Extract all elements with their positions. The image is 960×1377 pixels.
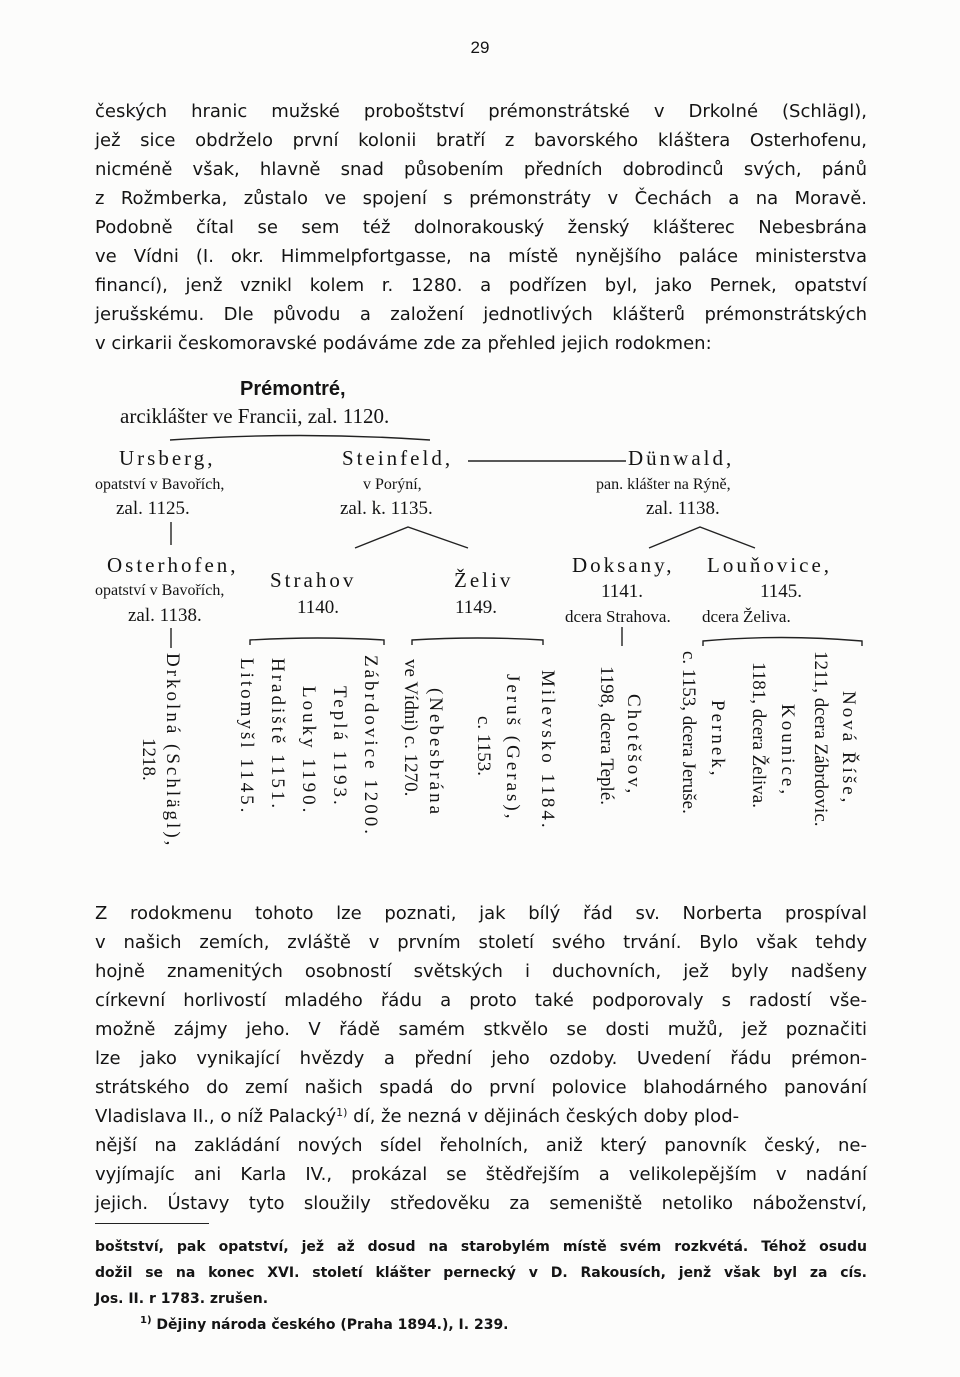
steinfeld-description: v Porýní,	[363, 476, 422, 493]
footnote-line: boštství, pak opatství, jež až dosud na starobylém místě svém rozkvétá. Téhož osudu	[95, 1239, 867, 1255]
vertical-label: c. 1153.	[473, 716, 494, 776]
dunwald-description: pan. klášter na Rýně,	[596, 476, 731, 493]
vertical-label: Kounice,	[777, 704, 798, 798]
text-fragment: dí, že nezná v dějinách českých doby plod-	[353, 1106, 740, 1127]
footnote-line: Jos. II. r 1783. zrušen.	[95, 1291, 269, 1307]
text-line: možně zájmy jeho. V řádě samém stkvělo se dosti mužů, jež poznačiti	[95, 1019, 867, 1040]
footnote-line: dožil se na konec XVI. století klášter pernecký v D. Rakousích, jenž však byl za cís.	[95, 1265, 867, 1281]
vertical-label: Chotěšov,	[623, 694, 644, 797]
osterhofen-date: zal. 1138.	[128, 605, 202, 626]
text-line: v našich zemích, zvláště v prvním století svého trvání. Bylo však tehdy	[95, 932, 867, 953]
text-line: strátského do zemí našich spadá do první polovice blahodárného panování	[95, 1077, 867, 1098]
text-line: jerušskému. Dle původu a založení jednotlivých klášterů prémonstrátských	[95, 304, 867, 325]
footnote-line	[140, 1314, 840, 1337]
osterhofen-description: opatství v Bavořích,	[95, 582, 225, 599]
root-name: Prémontré,	[240, 378, 346, 400]
text-line	[95, 1102, 867, 1132]
lounovice-date: 1145.	[760, 581, 803, 602]
text-line: lze jako vynikající hvězdy a přední jeho ozdoby. Uvedení řádu prémon-	[95, 1048, 867, 1069]
steinfeld-name: Steinfeld,	[342, 446, 454, 470]
doksany-description: dcera Strahova.	[565, 607, 671, 626]
vertical-label: Litomyšl 1145.	[236, 658, 257, 816]
page-number: 29	[470, 38, 490, 57]
footnote-marker: 1)	[140, 1315, 152, 1326]
vertical-label: Louky 1190.	[298, 686, 319, 816]
ursberg-name: Ursberg,	[119, 446, 216, 470]
text-line: ve Vídni (I. okr. Himmelpfortgasse, na místě nynějšího paláce ministerstva	[95, 246, 867, 267]
text-line: jejich. Ústavy tyto sloužily středověku za semeniště netoliko náboženství,	[95, 1193, 867, 1214]
text-line: českých hranic mužské proboštství prémonstrátské v Drkolné (Schlägl),	[95, 101, 867, 122]
vertical-label: Milevsko 1184.	[537, 670, 558, 831]
text-line: nicméně však, hlavně snad působením předních dobrodinců svých, pánů	[95, 159, 867, 180]
vertical-label: 1218.	[138, 738, 159, 781]
vertical-label: 1198, dcera Teplé.	[596, 666, 617, 806]
root-description: arciklášter ve Francii, zal. 1120.	[120, 404, 390, 428]
vertical-label: 1181, dcera Želiva.	[748, 662, 769, 808]
text-line: církevní horlivostí mladého řádu a proto také podporovaly s radostí vše-	[95, 990, 867, 1011]
ursberg-description: opatství v Bavořích,	[95, 476, 225, 493]
text-line: Podobně čítal se sem též dolnorakouský ženský klášterec Nebesbrána	[95, 217, 867, 238]
doksany-name: Doksany,	[572, 553, 675, 577]
footnote-reference: 1)	[336, 1106, 348, 1119]
footnote-divider	[95, 1223, 209, 1224]
lounovice-description: dcera Želiva.	[702, 607, 791, 626]
vertical-label: Pernek,	[707, 700, 728, 779]
dunwald-date: zal. 1138.	[646, 498, 720, 519]
text-fragment: Vladislava II., o níž Palacký	[95, 1106, 337, 1127]
vertical-label: Teplá 1193.	[329, 686, 350, 808]
zeliv-name: Želiv	[454, 568, 514, 592]
text-line: vyjímajíc ani Karla IV., prokázal se štědřejším a velikolepějším v nadání	[95, 1164, 867, 1185]
vertical-label: 1211, dcera Zábrdovic.	[810, 651, 831, 827]
text-line: hojně znamenitých osobností světských i duchovních, jež byly nadšeny	[95, 961, 867, 982]
dunwald-name: Dünwald,	[628, 446, 735, 470]
vertical-label: Drkolná (Schlägl),	[162, 653, 183, 849]
vertical-label: ve Vídni) c. 1270.	[400, 659, 421, 797]
vertical-label: Nová Říše,	[838, 691, 859, 806]
strahov-name: Strahov	[270, 568, 357, 592]
vertical-label: Zábrdovice 1200.	[360, 655, 381, 838]
osterhofen-name: Osterhofen,	[107, 553, 239, 577]
vertical-label: (Nebesbrána	[425, 688, 446, 818]
text-line: v cirkarii českomoravské podáváme zde za přehled jejich rodokmen:	[95, 333, 712, 354]
zeliv-date: 1149.	[455, 597, 498, 618]
text-line: financí), jenž vznikl kolem r. 1280. a podřízen byl, jako Pernek, opatství	[95, 275, 867, 296]
text-line: jež sice obdrželo první kolonii bratří z bavorského kláštera Osterhofenu,	[95, 130, 867, 151]
strahov-date: 1140.	[297, 597, 340, 618]
text-line: Z rodokmenu tohoto lze poznati, jak bílý řád sv. Norberta prospíval	[95, 903, 867, 924]
text-line: nější na zakládání nových sídel řeholních, aniž který panovník český, ne-	[95, 1135, 867, 1156]
ursberg-date: zal. 1125.	[116, 498, 190, 519]
vertical-label: Hradiště 1151.	[267, 658, 288, 812]
vertical-label: Jeruš (Geras),	[502, 674, 523, 822]
doksany-date: 1141.	[601, 581, 644, 602]
lounovice-name: Louňovice,	[707, 553, 833, 577]
steinfeld-date: zal. k. 1135.	[340, 498, 433, 519]
vertical-label: c. 1153, dcera Jeruše.	[678, 651, 699, 814]
text-line: z Rožmberka, zůstalo ve spojení s prémonstráty v Čechách a na Moravě.	[95, 188, 867, 209]
footnote-text: Dějiny národa českého (Praha 1894.), I. 239.	[156, 1317, 509, 1333]
